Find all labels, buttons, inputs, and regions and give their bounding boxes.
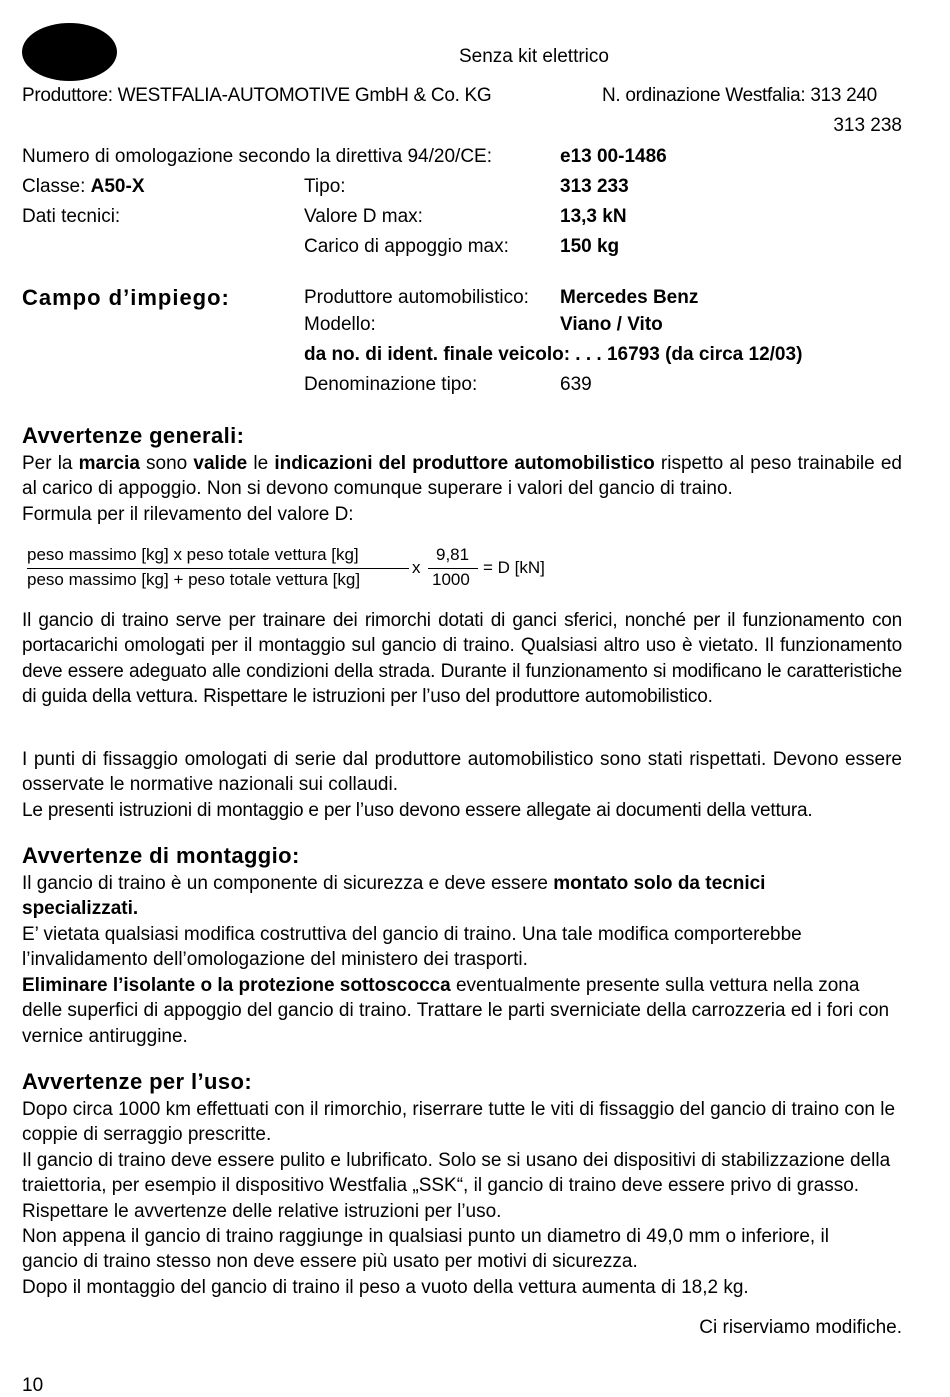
usage-paragraph-3: Non appena il gancio di traino raggiunge in qualsiasi punto un diametro di 49,0 mm o inferiore, il gancio di traino stesso non deve essere più usato per motivi di sicurezza. (22, 1226, 829, 1273)
formula-denominator: peso massimo [kg] + peso totale vettura [kg] (27, 570, 361, 589)
type-value: 313 233 (560, 176, 629, 197)
mounting-paragraph-3: Eliminare l’isolante o la protezione sottoscocca eventualmente presente sulla vettura nella zona delle superfici di appoggio del gancio di traino. Trattare le parti sverniciate della carrozzeria ed i fori con vernice antiruggine. (22, 975, 890, 1047)
mounting-heading: Avvertenze di montaggio: (22, 843, 300, 868)
load-value: 150 kg (560, 236, 620, 257)
usage-paragraph-4: Dopo il montaggio del gancio di traino il peso a vuoto della vettura aumenta di 18,2 kg. (22, 1277, 749, 1298)
model-label: Modello: (304, 314, 376, 335)
dmax-label: Valore D max: (304, 206, 423, 227)
reserve-note: Ci riserviamo modifiche. (699, 1317, 902, 1338)
model-value: Viano / Vito (560, 314, 663, 335)
general-paragraph-3: I punti di fissaggio omologati di serie dal produttore automobilistico sono stati rispettati. Devono essere osservate le normative nazionali sui collaudi. (22, 749, 902, 796)
scope-heading: Campo d’impiego: (22, 285, 230, 310)
tech-label: Dati tecnici: (22, 206, 121, 227)
usage-paragraph-1: Dopo circa 1000 km effettuati con il rimorchio, riserrare tutte le viti di fissaggio del gancio di traino con le coppie di serraggio prescritte. (22, 1099, 896, 1146)
vin-line: da no. di ident. finale veicolo: . . . 16793 (da circa 12/03) (304, 344, 803, 365)
order-number-extra: 313 238 (833, 115, 902, 136)
load-label: Carico di appoggio max: (304, 236, 509, 257)
class-value: A50-X (90, 176, 145, 197)
manufacturer-line: Produttore: WESTFALIA-AUTOMOTIVE GmbH & Co. KG (22, 85, 492, 106)
class-line (22, 176, 145, 198)
maker-value: Mercedes Benz (560, 287, 699, 308)
typename-label: Denominazione tipo: (304, 374, 478, 395)
page-number: 10 (22, 1375, 44, 1396)
general-paragraph-1: Per la marcia sono valide le indicazioni del produttore automobilistico rispetto al peso trainabile ed al carico di appoggio. Non si devono comunque superare i valori del gancio di traino. Formula per il rilevamento del valore D: (22, 453, 902, 525)
dmax-value: 13,3 kN (560, 206, 627, 227)
general-paragraph-4: Le presenti istruzioni di montaggio e per l’uso devono essere allegate ai documenti della vettura. (22, 800, 813, 821)
page-subtitle: Senza kit elettrico (459, 46, 609, 67)
usage-heading: Avvertenze per l’uso: (22, 1069, 253, 1094)
formula-result: = D [kN] (483, 558, 545, 577)
mounting-paragraph-1: Il gancio di traino è un componente di sicurezza e deve essere montato solo da tecnici specializzati. (22, 873, 766, 920)
black-oval-marker (22, 23, 117, 81)
formula-bar (27, 568, 409, 569)
general-paragraph-2: Il gancio di traino serve per trainare dei rimorchi dotati di ganci sferici, nonché per il funzionamento con portacarichi omologati per il montaggio sul gancio di traino. Qualsiasi altro uso è vietato. Il funzionamento deve essere adeguato alle condizioni della strada. Durante il funzionamento si modificano le caratteristiche di guida della vettura. Rispettare le istruzioni per l’uso del produttore automobilistico. (22, 610, 902, 708)
formula-times: x (412, 558, 421, 577)
formula-numerator-2: 9,81 (436, 545, 470, 564)
type-label: Tipo: (304, 176, 346, 197)
general-heading: Avvertenze generali: (22, 423, 245, 448)
order-number: N. ordinazione Westfalia: 313 240 (602, 85, 877, 106)
maker-label: Produttore automobilistico: (304, 287, 529, 308)
approval-value: e13 00-1486 (560, 146, 667, 167)
typename-value: 639 (560, 374, 592, 395)
formula-bar-2 (428, 568, 478, 569)
usage-paragraph-2: Il gancio di traino deve essere pulito e lubrificato. Solo se si usano dei dispositivi di stabilizzazione della traiettoria, per esempio il dispositivo Westfalia „SSK“, il gancio di traino deve essere privo di grasso. Rispettare le avvertenze delle relative istruzioni per l’uso. (22, 1150, 891, 1222)
formula-denominator-2: 1000 (432, 570, 470, 589)
approval-label: Numero di omologazione secondo la direttiva 94/20/CE: (22, 146, 492, 167)
mounting-paragraph-2: E’ vietata qualsiasi modifica costruttiva del gancio di traino. Una tale modifica comporterebbe l’invalidamento dell’omologazione del ministero dei trasporti. (22, 924, 802, 971)
class-label: Classe: (22, 176, 91, 197)
formula-numerator: peso massimo [kg] x peso totale vettura [kg] (27, 545, 359, 564)
